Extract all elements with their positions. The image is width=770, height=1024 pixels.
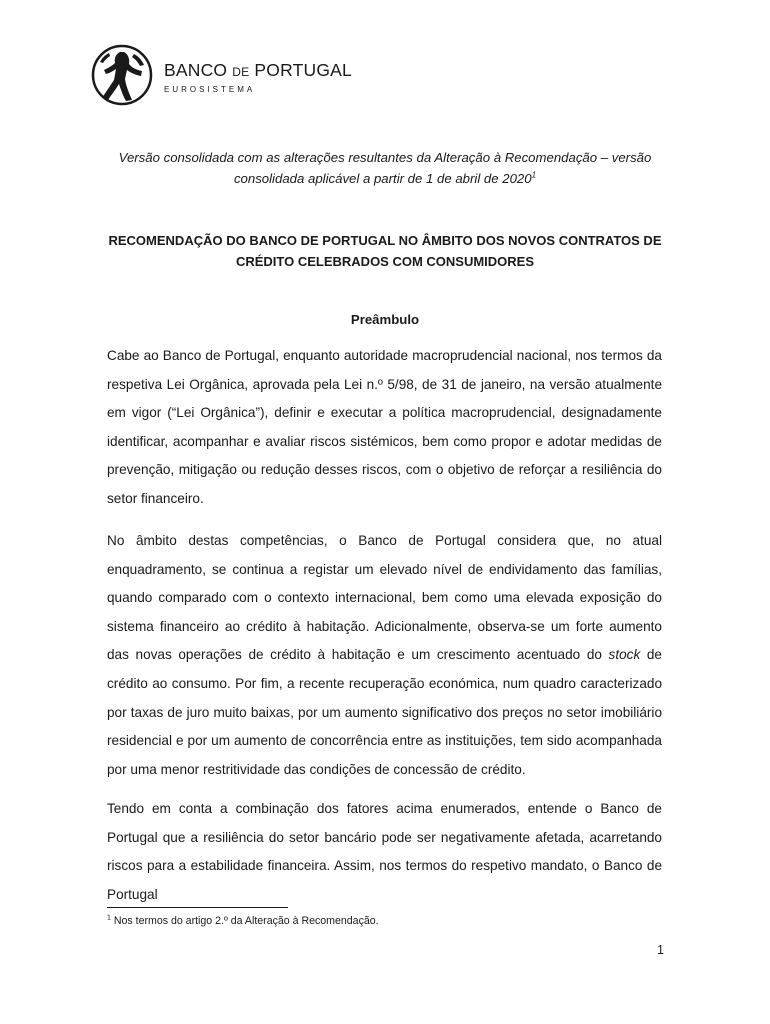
footnote — [107, 915, 379, 927]
seal-emblem-icon — [90, 40, 156, 110]
consolidated-note-line-2: consolidada aplicável a partir de 1 de abril de 2020$^1$ — [233, 170, 537, 186]
paragraph-2: No âmbito destas competências, o Banco de Portugal considera que, no atual enquadramento, se continua a registar um elevado nível de endividamento das famílias, quando comparado com o contexto internacional, bem como uma elevada exposição do sistema financeiro ao crédito à habitação. Adicionalmente, observa-se um forte aumento das novas operações de crédito à habitação e um crescimento acentuado do stock de crédito ao consumo. Por fim, a recente recuperação económica, num quadro caracterizado por taxas de juro muito baixas, por um aumento significativo dos preços no setor imobiliário residencial e por um aumento de concorrência entre as instituições, tem sido acompanhada por uma menor restritividade das condições de concessão de crédito. — [107, 533, 662, 777]
page-number: 1 — [657, 943, 664, 957]
stock-term: stock — [608, 647, 641, 663]
footnote-divider — [107, 907, 288, 908]
paragraph-1: Cabe ao Banco de Portugal, enquanto autoridade macroprudencial nacional, nos termos da respetiva Lei Orgânica, aprovada pela Lei n.º 5/98, de 31 de janeiro, na versão atualmente em vigor (“Lei Orgânica”), definir e executar a política macroprudencial, designadamente identificar, acompanhar e avaliar riscos sistémicos, bem como propor e adotar medidas de prevenção, mitigação ou redução desses riscos, com o objetivo de reforçar a resiliência do setor financeiro. — [107, 348, 662, 506]
logo-subtitle: EUROSISTEMA — [164, 85, 256, 94]
banco-de-portugal-logo — [90, 40, 350, 110]
section-heading: Preâmbulo — [350, 312, 420, 327]
footnote-number: 1 — [107, 914, 111, 922]
footnote-reference: 1 — [531, 170, 537, 180]
paragraph-3: Tendo em conta a combinação dos fatores acima enumerados, entende o Banco de Portugal que a resiliência do setor bancário pode ser negativamente afetada, acarretando riscos para a estabilidade financeira. Assim, nos termos do respetivo mandato, o Banco de Portugal — [107, 801, 662, 902]
title-line-1: RECOMENDAÇÃO DO BANCO DE PORTUGAL NO ÂMBITO DOS NOVOS CONTRATOS DE — [108, 233, 662, 248]
logo-wordmark: BANCO DE PORTUGAL — [164, 60, 352, 80]
footnote-text: Nos termos do artigo 2.º da Alteração à Recomendação. — [110, 915, 379, 927]
consolidated-note-line-1: Versão consolidada com as alterações resultantes da Alteração à Recomendação – versão — [118, 150, 652, 165]
title-line-2: CRÉDITO CELEBRADOS COM CONSUMIDORES — [235, 254, 535, 269]
document-title — [100, 230, 670, 272]
consolidated-version-note — [100, 147, 670, 189]
